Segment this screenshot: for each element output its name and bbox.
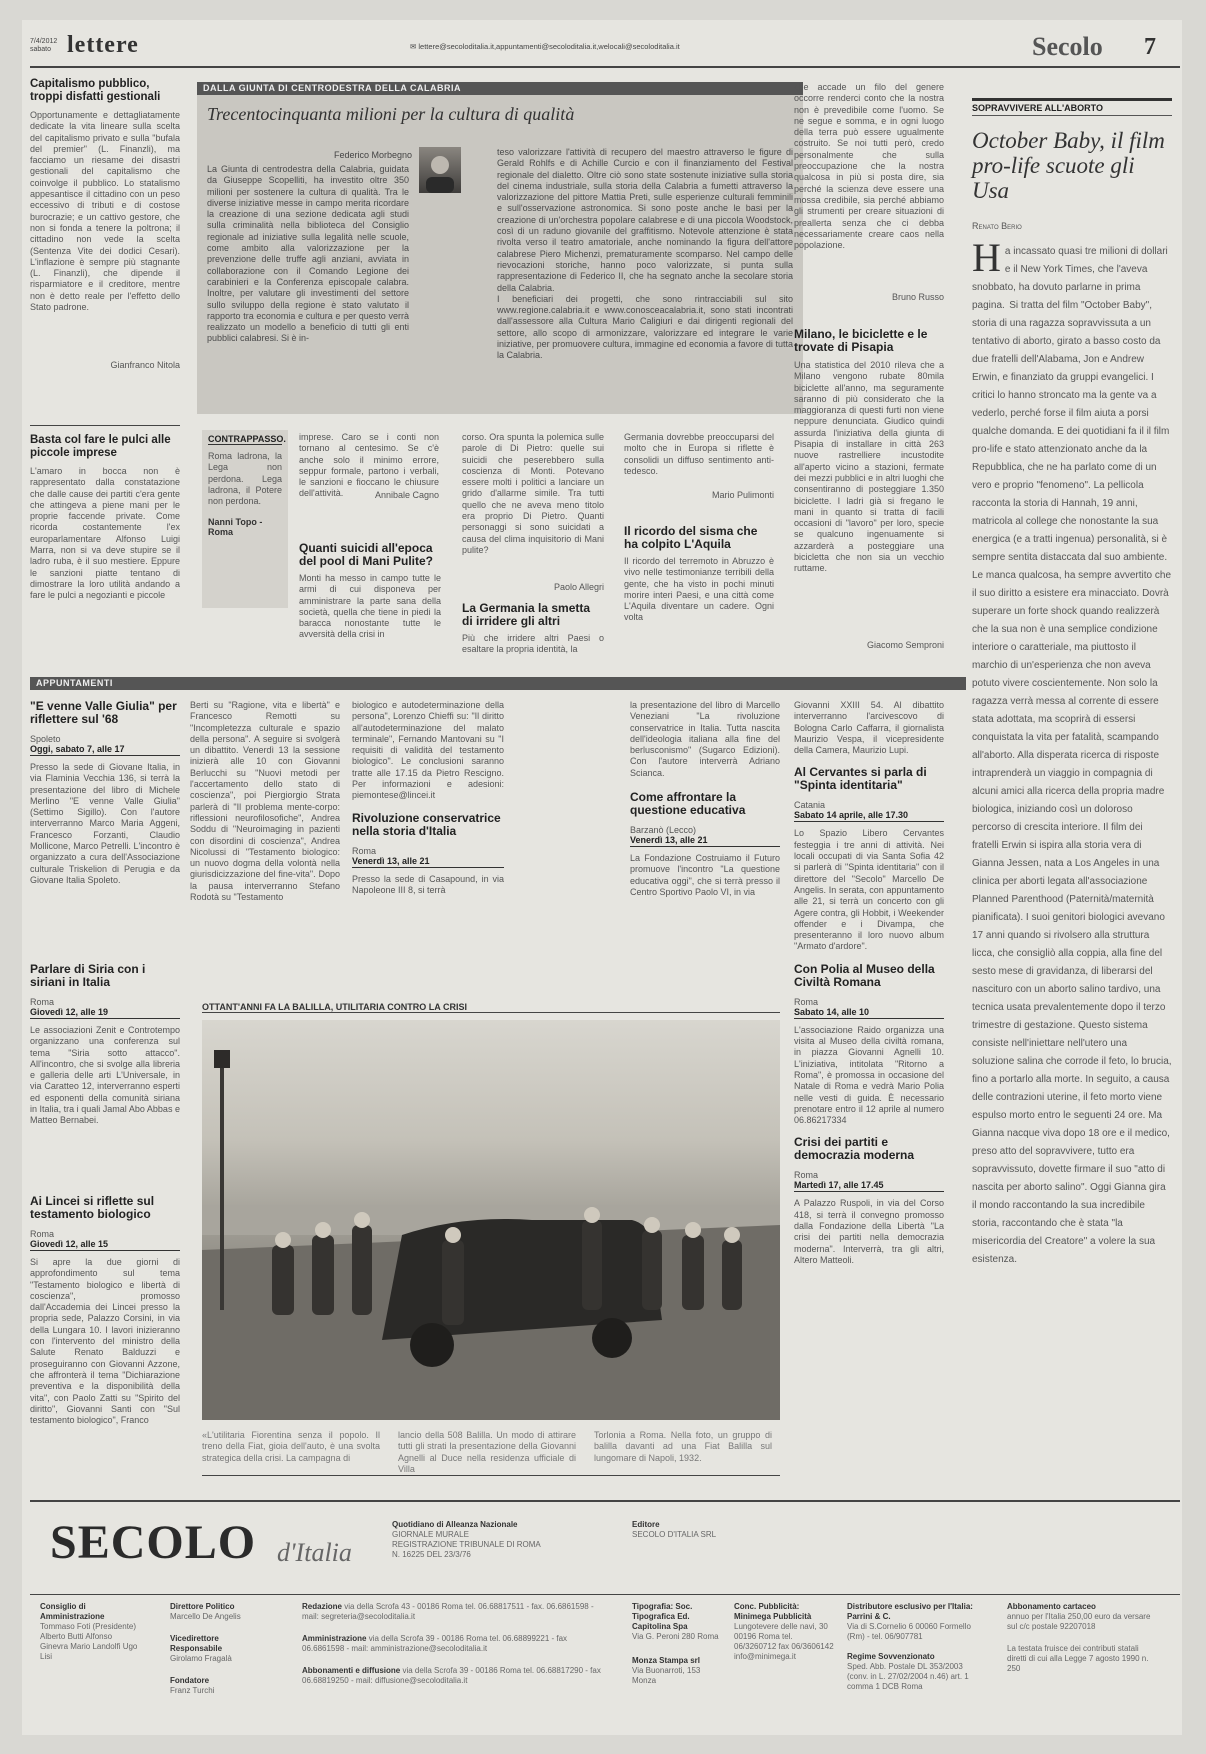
footer-direzione: Direttore Politico Marcello De Angelis Vicedirettore Responsabile Girolamo Fragalà Fondatore Franz Turchi bbox=[170, 1602, 241, 1695]
article-lead: a incassato quasi tre milioni di dollari e il New York Times, che l'aveva snobbato, ha dovuto parlarne in prima pagina. bbox=[972, 246, 1168, 311]
letter-ecologia: che accade un filo del genere occorre renderci conto che la nostra non è prevedibile come l'uomo. Se ne segue e somma, e in ogni luogo della terra può essere ugualmente costruito. Se noi tutti però, credo personalmente che sulla preoccupazione che la nostra qualcosa in più si posta dire, sia perché la scienza deve essere una mossa credibile, sia perché abbiamo gli strumenti per creare situazioni di preallerta senza che ci debba necessariamente creare caos nella popolazione. Bruno Russo bbox=[794, 82, 944, 302]
footer-abbonamento: Abbonamento cartaceo annuo per l'Italia 250,00 euro da versare sul c/c postale 92207018 La testata fruisce dei contributi statali diretti di cui alla Legge 7 agosto 1990 n. 250 bbox=[1007, 1602, 1151, 1673]
event-title: Come affrontare la questione educativa bbox=[630, 790, 746, 818]
event-col3: biologico e autodeterminazione della persona", Lorenzo Chieffi su: "Il diritto all'autodeterminazione del malato terminale", Fernando Mantovani su "I requisiti di validità del testamento biologico". Le conclusioni saranno tratte alle 17.15 da Pietro Rescigno. Per informazioni e adesioni: piemontese@lincei.it Rivoluzione conservatrice nella storia d'Italia Roma Venerdì 13, alle 21 Presso la sede di Casapound, in via Napoleone III 8, si terrà bbox=[352, 700, 504, 895]
event-col5: Giovanni XXIII 54. Al dibattito interverranno l'arcivescovo di Bologna Carlo Caffarra, il giornalista Maurizio Vespa, il vicepresidente della Camera, Maurizio Lupi. Al Cervantes si parla di "Spinta identitaria" Catania Sabato 14 aprile, alle 17.30 Lo Spazio Libero Cervantes festeggia i tre anni di attività. Nei locali occupati di via Santa Sofia 42 si parlerà di "Spinta identitaria" con il direttore del "Secolo" Marcello De Angelis. In serata, con appuntamento alle 21, si terrà un concerto con gli Agere contra, gli Hobbit, i Weekender offender e i Divampa, che presenteranno il loro nuovo album "Armato d'ardore". Con Polia al Museo della Civiltà Romana Roma Sabato 14, alle 10 L'associazione Raido organizza una visita al Museo della civiltà romana, in piazza Giovanni Agnelli 10. L'iniziativa, intitolata "Ritorno a Roma", è promossa in occasione del Natale di Roma e vedrà Mario Polia nelle vesti di guida. È necessario prenotare entro il 12 aprile al numero 06.86217334 Crisi dei partiti e democrazia moderna Roma Martedì 17, alle 17.45 A Palazzo Ruspoli, in via del Corso 418, si terrà il convegno promosso dalla Fondazione della Libertà "La crisi dei partiti nella democrazia moderna". Interverrà, tra gli altri, Altero Matteoli. bbox=[794, 700, 944, 1265]
divider bbox=[30, 425, 180, 426]
divider bbox=[202, 1475, 780, 1476]
letter-body: L'amaro in bocca non è rappresentato dalla constatazione che dalle cause dei partiti c'era gente che attingeva a piene mani per le proprie faccende private. Come ricorda costantemente l'ex europarlamentare Alfonso Luigi Marra, non si va deve stupire se il ladro ruba, è il suo mestiere. Eppure le sanzioni piatte tentano di dimostrare la loro utilità andando a fare le pulci a negozianti e piccole bbox=[30, 466, 180, 601]
mail-icon: ✉ bbox=[410, 42, 417, 51]
letter-capitalismo bbox=[30, 78, 180, 370]
article-author: Federico Morbegno bbox=[333, 150, 412, 160]
footer-paper-info: Quotidiano di Alleanza Nazionale GIORNALE MURALE REGISTRAZIONE TRIBUNALE DI ROMA N. 16225 DEL 23/3/76 bbox=[392, 1520, 541, 1559]
article-title: Trecentocinquanta milioni per la cultura di qualità bbox=[207, 104, 575, 124]
masthead-small: Secolo bbox=[1032, 32, 1103, 61]
section-kicker: DALLA GIUNTA DI CENTRODESTRA DELLA CALABRIA bbox=[197, 82, 803, 95]
footer-logo-script: d'Italia bbox=[277, 1538, 352, 1567]
footer-contacts: Redazione via della Scrofa 43 - 00186 Roma tel. 06.68817511 - fax. 06.6861598 - mail: segreteria@secoloditalia.it Amministrazione via della Scrofa 39 - 00186 Roma tel. 06.68899221 - fax 06.6861598 - mail: amministrazione@secoloditalia.it Abbonamenti e diffusione via della Scrofa 39 - 00186 Roma tel. 06.68817290 - fax 06.68819250 - mail: diffusione@secoloditalia.it bbox=[302, 1602, 601, 1685]
event-title: "E venne Valle Giulia" per riflettere sul '68 bbox=[30, 699, 177, 726]
letter-suicidi-cont: corso. Ora spunta la polemica sulle parole di Di Pietro: quelle sui suicidi che peserebbero sulla coscienza di Monti. Potevano essere molti i politici a lanciare un grido d'allarme simile. Tra tutti quello che ne aveva meno titolo era proprio Di Pietro. Quanti personaggi si sono suicidati a causa del clima inquisitorio di Mani pulite? Paolo Allegri bbox=[462, 432, 604, 592]
car-and-children-illustration bbox=[202, 1020, 780, 1420]
footer-divider bbox=[30, 1594, 1180, 1595]
letter-title: Quanti suicidi all'epoca del pool di Mani Pulite? bbox=[299, 541, 433, 568]
article-title: October Baby, il film pro-life scuote gli Usa bbox=[972, 128, 1165, 203]
photo-kicker: OTTANT'ANNI FA LA BALILLA, UTILITARIA CONTRO LA CRISI bbox=[202, 1002, 780, 1013]
letter-signature: Gianfranco Nitola bbox=[110, 360, 180, 370]
event-title: Al Cervantes si parla di "Spinta identitaria" bbox=[794, 765, 927, 793]
calabria-box bbox=[197, 82, 803, 414]
page-number: 7 bbox=[1144, 34, 1156, 60]
letter-suicidi: Quanti suicidi all'epoca del pool di Mani Pulite? Monti ha messo in campo tutte le armi di cui disponeva per amministrare la parte sana della società, quella che tiene in piedi la baracca nonostante tutte le avversità della crisi in bbox=[299, 541, 441, 640]
newspaper-page bbox=[22, 20, 1182, 1735]
footer-distribuzione: Distributore esclusivo per l'Italia: Parrini & C. Via di S.Cornelio 6 00060 Formello (Rm) - tel. 06/907781 Regime Sovvenzionato Sped. Abb. Postale DL 353/2003 (conv. in L. 27/02/2004 n.46) art. 1 comma 1 DCB Roma bbox=[847, 1602, 973, 1691]
author-photo bbox=[419, 147, 461, 193]
box-body: Roma ladrona, la Lega non perdona. Lega ladrona, il Potere non perdona. bbox=[208, 451, 282, 507]
letter-milano: Milano, le biciclette e le trovate di Pisapia Una statistica del 2010 rileva che a Milano vengono rubate 80mila biciclette all'anno, ma seguramente saranno di più considerato che la maggioranza di questi furti non viene neppure denunciata. Giudico quindi assurda l'iniziativa della giunta di Pisapia di installare in città 263 nuove rastrelliere incustodite all'aperto vicino a stazioni, fermate dei mezzi pubblici e in altri luoghi che consentiranno di posteggiare 1.350 biciclette. I ladri già si fregano le mani in quanto si tratta di facili occasioni di "lavoro" per loro, specie se qualcuno ingenuamente si azzarderà a posteggiare una bicicletta che non sia un vecchio ruttame. Giacomo Semproni bbox=[794, 327, 944, 650]
event-lincei-cont: Berti su "Ragione, vita e libertà" e Francesco Remotti su "Incompletezza culturale e spazio della persona". A seguire si svolgerà un dibattito. Venerdì 13 la sessione inizierà alle 10 con Giovanni Berlucchi su "Nuovi metodi per l'accertamento dello stato di coscienza", poi Piergiorgio Strata parlerà di "Il problema mente-corpo: riflessioni neurofilosofiche", Andrea Soddu di "Neuroimaging in pazienti con disordini di coscienza", Andrea Nicolussi di "Testamento biologico: un nuovo dogma della volontà nella giurisdicizzazione del fine-vita". Dopo la pausa interverranno Stefano Rodotà su "Testamento bbox=[190, 700, 340, 903]
contrappasso-box bbox=[202, 430, 288, 608]
event-siria: Parlare di Siria con i siriani in Italia Roma Giovedì 12, alle 19 Le associazioni Zenit e Controtempo organizzano una conferenza sul tema "Siria sotto attacco". All'incontro, che si svolge alla libreria e galleria delle arti L'Universale, in via Caratteo 12, interverranno esperti ed esponenti della comunità siriana in Italia, tra i quali Jamal Abo Abbas e Matteo Bernabei. bbox=[30, 962, 180, 1126]
box-signature: Nanni Topo - Roma bbox=[208, 517, 263, 538]
event-col4: la presentazione del libro di Marcello Veneziani "La rivoluzione conservatrice in Italia. Tutta nascita dell'ideologia italiana alla fine del berlusconismo" (Sugarco Edizioni). Con l'autore interverrà Adriano Scianca. Come affrontare la questione educativa Barzanò (Lecco) Venerdì 13, alle 21 La Fondazione Costruiamo il Futuro promuove l'incontro "La questione educativa oggi", che si terrà presso il Centro Sportivo Paolo VI, in via bbox=[630, 700, 780, 897]
dropcap: H bbox=[972, 235, 1001, 280]
letter-title: Capitalismo pubblico, troppi disfatti gestionali bbox=[30, 78, 161, 103]
letter-germania-cont: Germania dovrebbe preoccuparsi del molto che in Europa si riflette è consolidi un diffuso sentimento anti-tedesco. Mario Pulimonti bbox=[624, 432, 774, 500]
footer-cda: Consiglio di Amministrazione Tommaso Foti (Presidente) Alberto Butti Alfonso Ginevra Mario Landolfi Ugo Lisi bbox=[40, 1602, 138, 1661]
portrait-icon bbox=[419, 147, 461, 193]
section-title: lettere bbox=[67, 32, 139, 58]
event-title: Crisi dei partiti e democrazia moderna bbox=[794, 1135, 915, 1163]
event-place: Spoleto bbox=[30, 734, 61, 744]
letter-pulci bbox=[30, 434, 180, 651]
letter-body: Opportunamente e dettagliatamente dedicate la vita lineare sulla scelta del capitalismo privato e sulla "bufala del premier" (L. Finanzli), ma facciamo un riesame dei disastri gestionali del capitalismo che coinvolge il pubblico. Lo statalismo appesantisce il cittadino con un peso eccessivo di tributi e di costose burocrazie; e un cattivo gestore, che non si fonda a tenere la poltrona; il cittadino non vede la scelta (Sentenza Vite dei dodici Cesari). L'inflazione è sempre più stagnante (L. Finanzli), che dipende il risparmiatore e il creditore, mentre non è detto reale per l'effetto dello Stato padrone. bbox=[30, 110, 180, 313]
event-title: Ai Lincei si riflette sul testamento biologico bbox=[30, 1194, 155, 1221]
box-label: CONTRAPPASSO. bbox=[208, 434, 286, 444]
caption-col3: Torlonia a Roma. Nella foto, un gruppo di balilla davanti ad una Fiat Balilla sul lungomare di Napoli, 1932. bbox=[594, 1430, 772, 1463]
article-aborto bbox=[972, 98, 1172, 1267]
event-title: Con Polia al Museo della Civiltà Romana bbox=[794, 961, 935, 989]
calabria-col1: La Giunta di centrodestra della Calabria, guidata da Giuseppe Scopelliti, ha investito oltre 350 milioni per sostenere la cultura di qualità. Tra le diverse iniziative messe in campo merita ricordare la creazione di una sezione dedicata agli studi sulla criminalità nella biblioteca del Consiglio regionale ad iniziative sulla legalità nelle scuole, come ambito alla valorizzazione per la prevenzione delle truffe agli anziani, avviata in collaborazione con il Comando Legione dei carabinieri e la Conferenza episcopale calabra. Inoltre, per valutare gli investimenti del settore sullo sviluppo della regione è stato valutato il rapporto tra economia e cultura e per questo verrà realizzato un modello a beneficio di tutti gli enti pubblici calabresi. Si è in- bbox=[207, 164, 409, 344]
letter-title: La Germania la smetta di irridere gli altri bbox=[462, 601, 591, 628]
section-kicker: SOPRAVVIVERE ALL'ABORTO bbox=[972, 98, 1172, 116]
event-when: Oggi, sabato 7, alle 17 bbox=[30, 744, 180, 756]
footer-pubblicita: Conc. Pubblicità: Minimega Pubblicità Lungotevere delle navi, 30 00196 Roma tel. 06/3260712 fax 06/3606142 info@minimega.it bbox=[734, 1602, 834, 1661]
article-body: Si tratta del film "October Baby", storia di una ragazza sopravvissuta a un tentativo di aborto, girato a basso costo da due fratelli dell'Alabama, Jon e Andrew Erwin, e finanziato da gruppi evangelici. I critici lo hanno stroncato ma la gente va a vederlo, perché forse il film aiuta a porsi qualche domanda. E dei quotidiani fa il il film pro-life e stato attenzionato anche da la Repubblica, che ne ha parlato come di un vero e proprio "fenomeno". La pellicola racconta la storia di Hannah, 19 anni, matricola al college che nonostante la sua energica (e a tratti ingenua) personalità, si è sempre sentita distaccata dal suo ambiente. Le manca qualcosa, ha sempre avvertito che il suo diritto a esistere era minacciato. Dovrà superare un forte shock quando realizzerà che la sua non è una semplice condizione interiore o caratteriale, ma piuttosto il marchio di un'esperienza che non aveva potuto vivere coscientemente. Non solo la ragazza verrà messa al corrente di essere stata adottata, ma scoprirà di essersi conquistata la vita per fatalità, scampando all'aborto. Alla disperata ricerca di risposte intraprenderà un viaggio in compagnia di alcuni amici alla ricerca della propria madre biologica, iniziando così un doloroso percorso di crescita interiore. Il film dei fratelli Erwin si ispira alla storia vera di Gianna Jessen, nata a Los Angeles in una clinica per aborti legata all'associazione Planned Parenthood (Paternità/maternità pianificata). I suoi genitori biologici avevano 17 anni quando si rivolsero alla struttura licca, che consigliò alla coppia, alla fine del sesto mese di gravidanza, di liberarsi del nascituro con un aborto salino tardivo, una tecnica usata prevalentemente dopo il terzo trimestre di gestazione. Questo sistema consiste nell'iniettare nell'utero una soluzione salina che corrode il feto, lo brucia, fino a portarlo alla morte. In seguito, a causa delle contrazioni uterine, il feto morto viene espulso morto entro le seguenti 24 ore. Ma Gianna nacque viva dopo 18 ore e il medico, preso atto del sopravvivere, tutto era sopravvissuto, dovette firmare il suo "atto di nascita per aborto salino". Oggi Gianna gira il mondo raccontando la sua incredibile storia, raccontando che è stata "la misericordia del Creatore" a volere la sua esistenza. bbox=[972, 300, 1172, 1265]
footer-tipografia: Tipografia: Soc. Tipografica Ed. Capitolina Spa Via G. Peroni 280 Roma Monza Stampa srl Via Buonarroti, 153 Monza bbox=[632, 1602, 719, 1685]
appuntamenti-header: APPUNTAMENTI bbox=[30, 677, 966, 690]
footer-rule bbox=[30, 1500, 1180, 1502]
letter-germania: La Germania la smetta di irridere gli altri Più che irridere altri Paesi o esaltare la propria identità, la bbox=[462, 601, 604, 655]
footer-editore: Editore SECOLO D'ITALIA SRL bbox=[632, 1520, 717, 1539]
letter-title: Basta col fare le pulci alle piccole imprese bbox=[30, 434, 171, 459]
caption-col1: «L'utilitaria Fiorentina senza il popolo. Il treno della Fiat, gioia dell'auto, è una svolta strategica della crisi. La campagna di bbox=[202, 1430, 380, 1463]
issue-date: 7/4/2012 sabato bbox=[30, 38, 58, 53]
event-valle-giulia bbox=[30, 700, 180, 886]
letter-title: Milano, le biciclette e le trovate di Pisapia bbox=[794, 327, 928, 354]
letter-title: Il ricordo del sisma che ha colpito L'Aquila bbox=[624, 524, 758, 551]
caption-col2: lancio della 508 Balilla. Un modo di attirare tutti gli strati la presentazione della Giovanni Agnelli al Duce nella residenza ufficiale di Villa bbox=[398, 1430, 576, 1474]
balilla-photo bbox=[202, 1020, 780, 1420]
article-author: Renato Berio bbox=[972, 221, 1022, 231]
letter-cento: imprese. Caro se i conti non tornano al centesimo. Se c'è anche solo il minimo errore, seppur formale, partono i verbali, le sanzioni e fioccano le chiusure dell'attività. Annibale Cagno bbox=[299, 432, 439, 500]
event-body: Presso la sede di Giovane Italia, in via Flaminia Vecchia 136, si terrà la presentazione del libro di Michele Merlino "E venne Valle Giulia" (Settimo Sigillo). Con l'autore interverranno Marco Maria Aggeni, Francesco Forzanti, Claudio Mollicone, Marco Petrelli. L'incontro è organizzato a cura dell'Associazione culturale Triskelion di Perugia e da Giovane Italia Spoleto. bbox=[30, 762, 180, 885]
event-title: Rivoluzione conservatrice nella storia d'Italia bbox=[352, 810, 501, 838]
letter-sisma: Il ricordo del sisma che ha colpito L'Aquila Il ricordo del terremoto in Abruzzo è vivo nelle testimonianze terribili della gente, che ha visto in pochi minuti morire interi Paesi, e una città come L'Aquila diventare un cadere. Ogni volta bbox=[624, 524, 774, 623]
calabria-col2: teso valorizzare l'attività di recupero del maestro attraverso le figure di Gerald Rohlfs e di Achille Curcio e con il finanziamento del Festival regionale del dialetto. Oltre ciò sono state sostenute iniziative sulla storia del cinema industriale, sulla storia della Calabria a fumetti attraverso la valorizzazione del pittore Mattia Preti, sulle esperienze culturali femminili e sull'osservazione astronomica. Si sono poste anche le basi per la creazione di un'orchestra popolare calabrese e di una piccola Woodstock, così di un raduno giovanile del graffitismo. Notevole attenzione è stata rivolta verso il teatro amatoriale, anche nominando la figura dell'attore calabrese Piero Michenzi, prematuramente scomparso. Nel campo delle rievocazioni storiche, hanno poco valorizzate, si punta sulla rappresentazione di Federico II, che ha segnato anche la secolare storia della Calabria. I beneficiari dei progetti, che sono rintracciabili sul sito www.regione.calabria.it e www.conosceacalabria.it, sono stati incontrati dall'assessore alla Cultura Mario Caligiuri e dai dirigenti regionali del settore, allo scopo di armonizzare, valorizzare ed integrare le varie iniziative, per promuovere cultura, immagine ed economia a favore di tutta la Calabria. bbox=[497, 147, 793, 361]
contact-emails[interactable]: ✉ lettere@secoloditalia.it,appuntamenti@secoloditalia.it,welocali@secoloditalia.it bbox=[410, 42, 680, 51]
footer-logo: SECOLO bbox=[50, 1516, 257, 1569]
event-title: Parlare di Siria con i siriani in Italia bbox=[30, 962, 146, 989]
header-rule bbox=[30, 66, 1180, 68]
event-lincei: Ai Lincei si riflette sul testamento biologico Roma Giovedì 12, alle 15 Si apre la due giorni di approfondimento sul tema "Testamento biologico e libertà di coscienza", promosso dall'Accademia dei Lincei presso la propria sede, Palazzo Corsini, in via della Lungara 10. I lavori inizieranno con l'intervento del ministro della Salute Renato Balduzzi e proseguiranno con Giovanni Azzone, che affronterà il tema "Dichiarazione preventiva e la disponibilità della vita", con Paolo Zatti su "Spirito del diritto", Giovanni Santi con "Sul testamento biologico", Franco bbox=[30, 1194, 180, 1426]
